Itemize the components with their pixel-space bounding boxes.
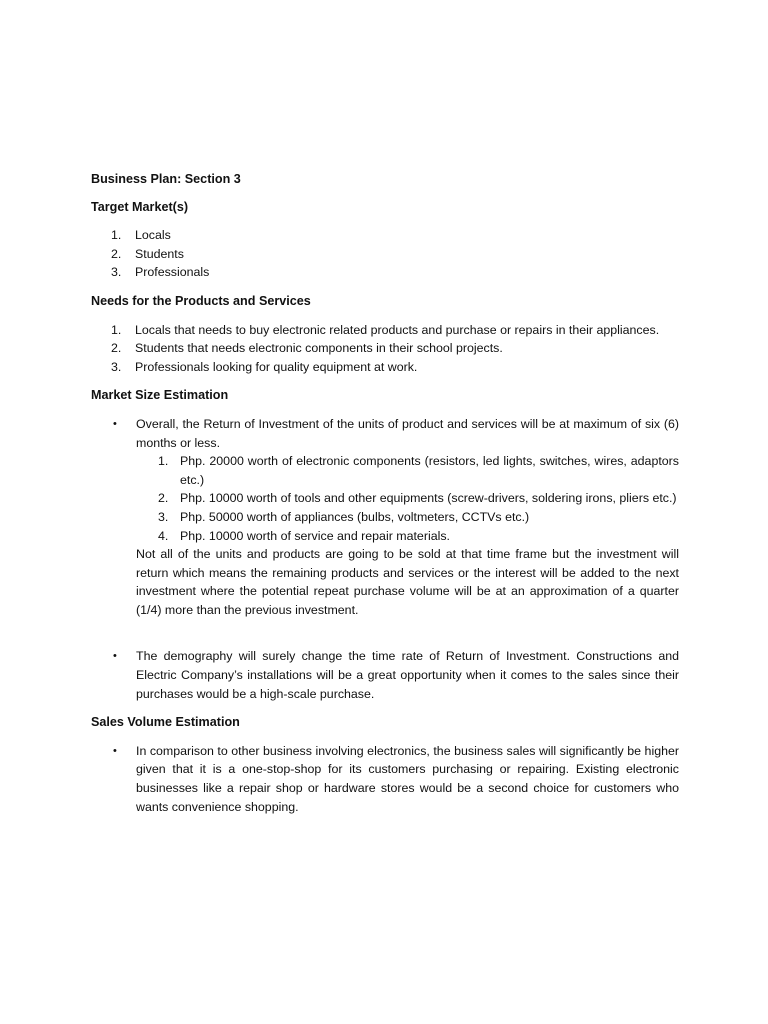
investment-list <box>136 452 679 545</box>
list-item: 3. Professionals <box>111 265 210 280</box>
sales-volume-paragraph: In comparison to other business involving electronics, the business sales will significantly be higher given that it is a one-stop-shop for its customers purchasing or repairing. Existing electronic businesses like a repair shop or hardware stores would be a second choice for customers who wants convenience shopping. <box>136 743 679 814</box>
bullet-icon: • <box>113 650 117 663</box>
market-size-outro: Not all of the units and products are going to be sold at that time frame but the investment will return which means the remaining products and services or the interest will be added to the next investment where the potential repeat purchase volume will be at an approximation of a quarter (1/4) more than the previous investment. <box>136 547 679 617</box>
document-body <box>91 170 679 826</box>
list-item: 2. Php. 10000 worth of tools and other equipments (screw-drivers, soldering irons, pliers etc.) <box>158 491 677 506</box>
list-item: 4. Php. 10000 worth of service and repair materials. <box>158 528 450 543</box>
list-item: 1. Locals <box>111 228 171 243</box>
list-item: 3. Professionals looking for quality equipment at work. <box>111 359 418 374</box>
document-title: Business Plan: Section 3 <box>91 172 241 186</box>
list-item: 3. Php. 50000 worth of appliances (bulbs, voltmeters, CCTVs etc.) <box>158 509 530 524</box>
demography-paragraph: The demography will surely change the time rate of Return of Investment. Constructions and Electric Company’s installations will be a great opportunity when it comes to the sales since their purchases would be a high-scale purchase. <box>136 649 679 701</box>
list-item: 2. Students <box>111 246 184 261</box>
sales-volume-heading: Sales Volume Estimation <box>91 715 240 730</box>
market-size-intro: Overall, the Return of Investment of the units of product and services will be at maximum of six (6) months or less. <box>136 416 679 450</box>
market-size-bullet-2 <box>91 647 679 703</box>
needs-list <box>91 321 679 377</box>
market-size-bullet-1 <box>91 415 679 620</box>
spacer <box>91 629 679 647</box>
list-item: 1. Locals that needs to buy electronic related products and purchase or repairs in their appliances. <box>111 322 660 337</box>
bullet-icon: • <box>113 417 117 430</box>
sales-volume-bullet-1 <box>91 742 679 816</box>
bullet-icon: • <box>113 744 117 757</box>
needs-heading: Needs for the Products and Services <box>91 293 311 308</box>
list-item: 2. Students that needs electronic components in their school projects. <box>111 341 503 356</box>
list-item: 1. Php. 20000 worth of electronic components (resistors, led lights, switches, wires, adaptors etc.) <box>158 454 679 487</box>
target-market-heading: Target Market(s) <box>91 199 189 214</box>
market-size-heading: Market Size Estimation <box>91 388 229 403</box>
target-market-list <box>91 226 679 282</box>
